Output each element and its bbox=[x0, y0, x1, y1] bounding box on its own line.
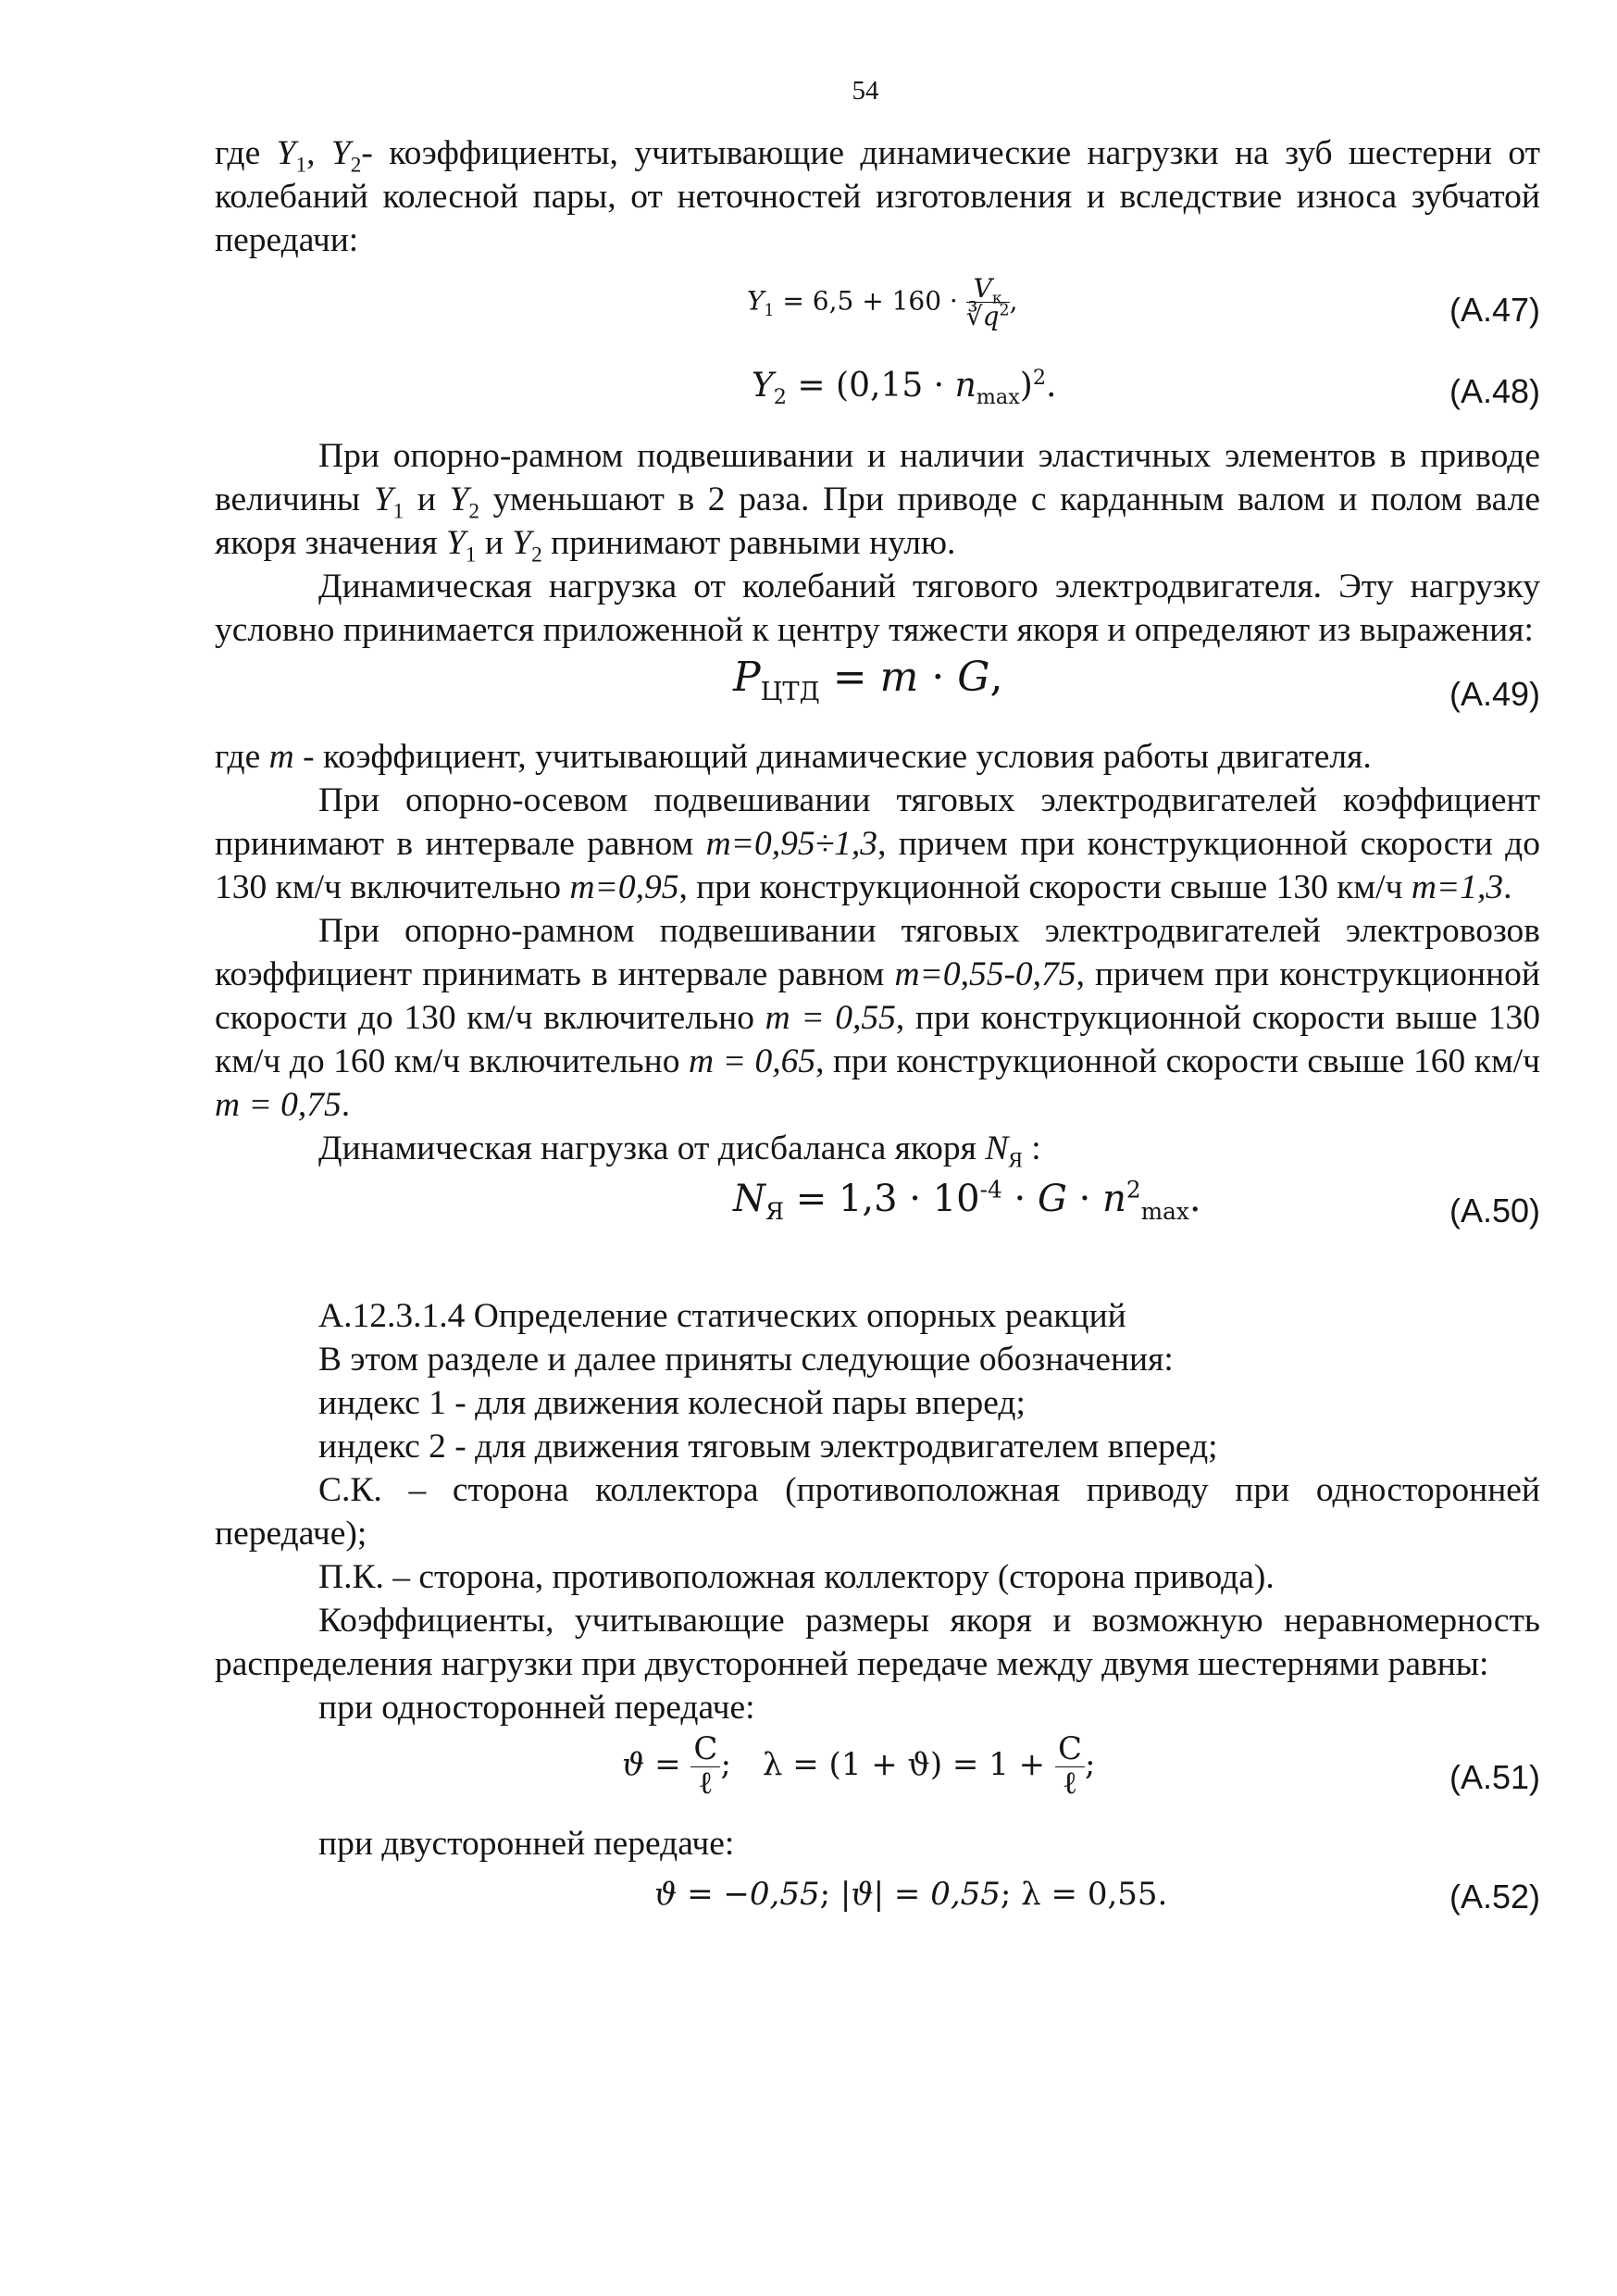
imbalance-b: : bbox=[1022, 1129, 1041, 1167]
motor-load-paragraph: Динамическая нагрузка от колебаний тягового электродвигателя. Эту нагрузку условно принимается приложенной к центру тяжести якоря и определяют из выражения: bbox=[215, 568, 1540, 649]
a48-exp: 2 bbox=[1032, 366, 1047, 390]
a48-n-sub: max bbox=[976, 385, 1020, 410]
a51-num2: C bbox=[1055, 1733, 1085, 1767]
a51-eq: = bbox=[644, 1746, 691, 1784]
frame-text-b: уменьшают в 2 раза. При приводе с карданным валом и полом вале якоря значения bbox=[215, 480, 1541, 562]
where-m-b: - коэффициент, учитывающий динамические условия работы двигателя. bbox=[293, 738, 1372, 776]
axial-v2: m=0,95 bbox=[569, 868, 679, 906]
intro-text: - коэффициенты, учитывающие динамические нагрузки на зуб шестерни от колебаний колесной пары, от неточностей изготовления и вследствие износа зубчатой передачи: bbox=[215, 134, 1541, 259]
a49-lhs-sub: ЦТД bbox=[760, 677, 820, 706]
a50-tail: . bbox=[1188, 1178, 1201, 1220]
a51-lambda: λ = (1 + ϑ) = 1 + bbox=[762, 1746, 1055, 1784]
a50-n-sub: max bbox=[1140, 1198, 1189, 1225]
label-a51: (А.51) bbox=[1449, 1758, 1540, 1796]
frame-y2b: Y bbox=[512, 524, 532, 562]
frame2-b: , причем при конструкционной скорости до 130 км/ч включительно bbox=[215, 955, 1540, 1037]
a50-exp: -4 bbox=[979, 1176, 1002, 1204]
frame-text-a: При опорно-рамном подвешивании и наличии эластичных элементов в приводе величины bbox=[215, 437, 1540, 518]
a47-num: V bbox=[973, 273, 992, 304]
a52-d: ; λ = 0,55. bbox=[1000, 1876, 1168, 1913]
a47-numerator bbox=[966, 273, 1010, 308]
a50-mid: = 1,3 · 10 bbox=[784, 1178, 980, 1220]
one-sided-label: при односторонней передаче: bbox=[318, 1689, 755, 1727]
a52-c: = bbox=[884, 1876, 931, 1913]
equation-a51 bbox=[215, 1730, 1540, 1818]
frame2-v2: m = 0,55 bbox=[765, 999, 896, 1037]
a49-lhs: P bbox=[733, 654, 761, 701]
axial-v3: m=1,3 bbox=[1411, 868, 1504, 906]
intro-y2: Y bbox=[330, 134, 351, 172]
a49-m: m bbox=[879, 654, 919, 701]
formula-a50 bbox=[733, 1176, 1201, 1225]
frame-suspension-paragraph bbox=[215, 434, 1541, 568]
a51-semi: ; bbox=[720, 1746, 731, 1784]
a49-g: G bbox=[957, 654, 990, 701]
formula-a47 bbox=[747, 275, 1017, 331]
a52-v1: −0,55 bbox=[723, 1876, 820, 1913]
frame-y1b-sub: 1 bbox=[465, 543, 477, 568]
axial-d: . bbox=[1503, 868, 1512, 906]
a47-denominator bbox=[966, 303, 1010, 330]
frame2-e: . bbox=[341, 1086, 351, 1124]
formula-a49 bbox=[733, 654, 1003, 706]
equation-a48 bbox=[215, 355, 1540, 430]
a48-lhs-sub: 2 bbox=[773, 385, 787, 410]
a52-abs: |ϑ| bbox=[840, 1876, 885, 1913]
formula-a51 bbox=[622, 1730, 1096, 1802]
where-m-symbol: m bbox=[268, 738, 294, 776]
axial-suspension-paragraph bbox=[215, 779, 1540, 909]
notation-intro: В этом разделе и далее приняты следующие обозначения: bbox=[318, 1341, 1174, 1379]
intro-where: где bbox=[215, 134, 277, 172]
frame2-v4: m = 0,75 bbox=[215, 1086, 342, 1124]
a51-fraction-1 bbox=[690, 1730, 720, 1802]
intro-paragraph bbox=[215, 131, 1540, 262]
frame-and: и bbox=[404, 480, 450, 518]
notation-index-2: индекс 2 - для движения тяговым электродвигателем вперед; bbox=[318, 1428, 1218, 1466]
frame-suspension-coeff-paragraph bbox=[215, 909, 1540, 1127]
a47-den-base: q bbox=[982, 301, 1000, 332]
label-a49: (А.49) bbox=[1449, 675, 1540, 713]
frame-and2: и bbox=[476, 524, 513, 562]
frame-y2: Y bbox=[449, 480, 469, 518]
page-body bbox=[215, 131, 1540, 1927]
axial-c: , при конструкционной скорости свыше 130 км/ч bbox=[678, 868, 1412, 906]
a48-close: ) bbox=[1019, 367, 1033, 405]
frame2-a: При опорно-рамном подвешивании тяговых электродвигателей электровозов коэффициент принимать в интервале равном bbox=[215, 912, 1540, 993]
formula-a52 bbox=[654, 1873, 1167, 1916]
a50-dot2: · bbox=[1066, 1178, 1103, 1220]
frame2-c: , при конструкционной скорости выше 130 км/ч до 160 км/ч включительно bbox=[215, 999, 1540, 1080]
imbalance-a: Динамическая нагрузка от дисбаланса якоря bbox=[318, 1129, 986, 1167]
a52-a: ϑ = bbox=[654, 1876, 724, 1913]
equation-a49 bbox=[215, 655, 1540, 731]
notation-index-1: индекс 1 - для движения колесной пары вперед; bbox=[318, 1384, 1026, 1422]
label-a47: (А.47) bbox=[1449, 291, 1540, 329]
a51-den: ℓ bbox=[698, 1764, 714, 1802]
a51-semi2: ; bbox=[1084, 1746, 1096, 1784]
a50-n-sup: 2 bbox=[1126, 1176, 1141, 1204]
axial-a: При опорно-осевом подвешивании тяговых электродвигателей коэффициент принимают в интервале равном bbox=[215, 781, 1540, 863]
a47-num-sub: к bbox=[991, 289, 1002, 308]
a50-g: G bbox=[1037, 1178, 1067, 1220]
axial-v1: m=0,95÷1,3 bbox=[705, 825, 878, 863]
a47-tail: , bbox=[1009, 285, 1018, 317]
a51-den2: ℓ bbox=[1062, 1764, 1078, 1802]
axial-b: , причем при конструкционной скорости до 130 км/ч включительно bbox=[215, 825, 1540, 906]
a47-fraction bbox=[966, 275, 1010, 331]
notation-drive-side: П.К. – сторона, противоположная коллектору (сторона привода). bbox=[318, 1558, 1275, 1596]
frame-y2-sub: 2 bbox=[468, 499, 480, 524]
equation-a47 bbox=[215, 266, 1540, 351]
a48-n: n bbox=[954, 367, 976, 405]
where-m-paragraph bbox=[215, 735, 1540, 779]
a49-mid: = bbox=[819, 654, 880, 701]
label-a48: (А.48) bbox=[1449, 372, 1540, 410]
a47-lhs-sub: 1 bbox=[764, 301, 775, 320]
a51-num: C bbox=[690, 1733, 720, 1767]
a49-dot: · bbox=[918, 654, 958, 701]
a48-lhs: Y bbox=[752, 367, 774, 405]
page-number: 54 bbox=[852, 76, 879, 106]
a51-fraction-2 bbox=[1055, 1730, 1085, 1802]
section-title: А.12.3.1.4 Определение статических опорных реакций bbox=[318, 1297, 1126, 1335]
two-sided-label: при двусторонней передаче: bbox=[318, 1825, 735, 1863]
where-m-a: где bbox=[215, 738, 269, 776]
frame-y2b-sub: 2 bbox=[531, 543, 542, 568]
equation-a50 bbox=[215, 1174, 1540, 1250]
a50-n: n bbox=[1102, 1178, 1126, 1220]
imbalance-paragraph bbox=[215, 1127, 1540, 1173]
frame-y1b: Y bbox=[445, 524, 466, 562]
intro-y2-sub: 2 bbox=[350, 153, 362, 178]
a50-lhs-sub: Я bbox=[765, 1198, 785, 1225]
a47-mid: = 6,5 + 160 · bbox=[774, 285, 966, 317]
intro-comma: , bbox=[306, 134, 331, 172]
a47-den-exp: 2 bbox=[999, 302, 1010, 321]
frame-text-c: принимают равными нулю. bbox=[541, 524, 956, 562]
imbalance-n: N bbox=[985, 1129, 1009, 1167]
label-a50: (А.50) bbox=[1449, 1192, 1540, 1229]
a50-dot: · bbox=[1001, 1178, 1038, 1220]
a49-tail: , bbox=[989, 654, 1003, 701]
frame-y1-sub: 1 bbox=[392, 499, 404, 524]
a47-root: ∛ bbox=[965, 301, 983, 332]
intro-y1: Y bbox=[276, 134, 296, 172]
coefficients-paragraph: Коэффициенты, учитывающие размеры якоря и возможную неравномерность распределения нагрузки при двусторонней передаче между двумя шестернями равны: bbox=[215, 1602, 1540, 1683]
section-gap bbox=[215, 1254, 1540, 1294]
a51-theta: ϑ bbox=[622, 1746, 645, 1784]
a52-v2: 0,55 bbox=[930, 1876, 1001, 1913]
notation-collector-side: С.К. – сторона коллектора (противоположная приводу при односторонней передаче); bbox=[215, 1471, 1540, 1553]
a52-b: ; bbox=[819, 1876, 840, 1913]
formula-a48 bbox=[752, 364, 1057, 410]
a50-lhs: N bbox=[733, 1178, 765, 1220]
frame2-d: , при конструкционной скорости свыше 160 км/ч bbox=[815, 1042, 1540, 1080]
frame2-v1: m=0,55-0,75 bbox=[894, 955, 1076, 993]
imbalance-n-sub: Я bbox=[1008, 1148, 1023, 1173]
a48-tail: . bbox=[1046, 367, 1057, 405]
frame2-v3: m = 0,65 bbox=[689, 1042, 816, 1080]
intro-y1-sub: 1 bbox=[295, 153, 307, 178]
frame-y1: Y bbox=[373, 480, 393, 518]
a48-mid: = (0,15 · bbox=[786, 367, 955, 405]
equation-a52 bbox=[215, 1869, 1540, 1923]
a47-lhs: Y bbox=[747, 285, 765, 317]
label-a52: (А.52) bbox=[1449, 1878, 1540, 1915]
